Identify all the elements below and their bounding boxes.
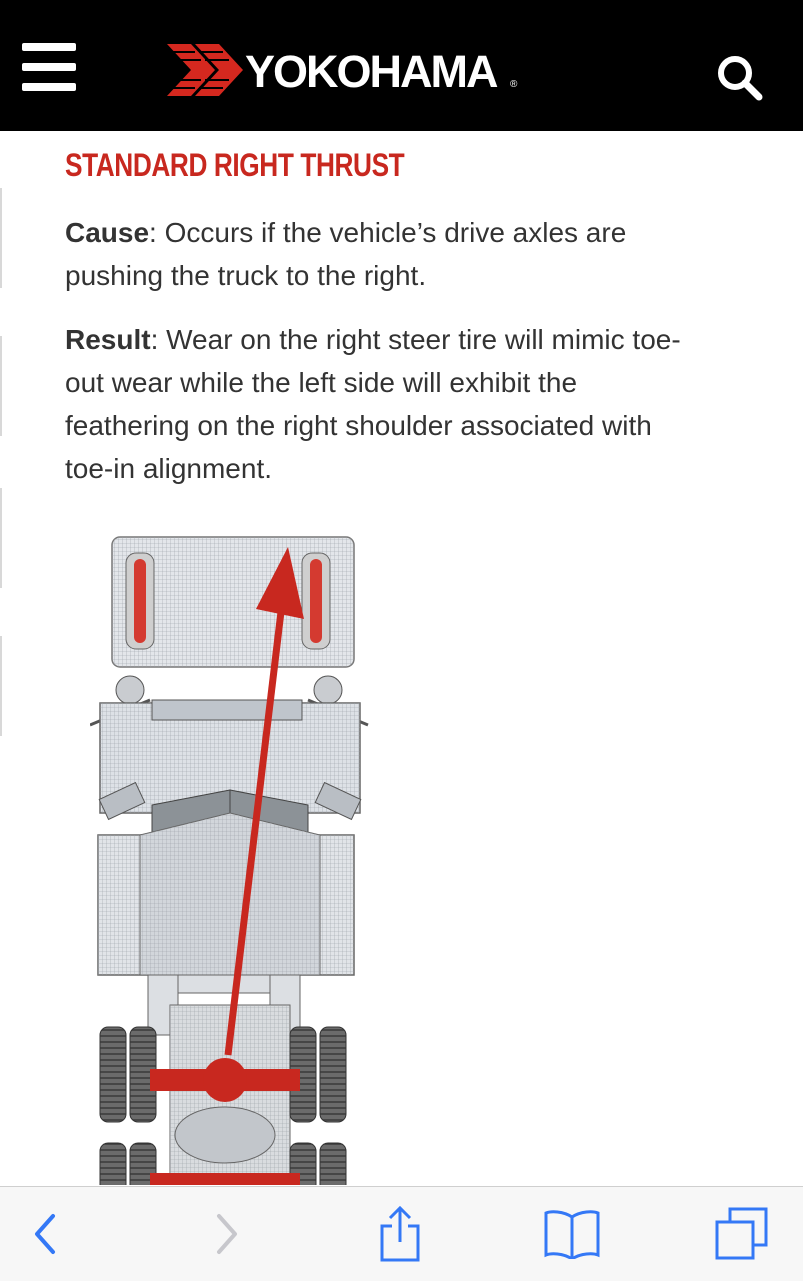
cause-label: Cause xyxy=(65,217,150,248)
forward-chevron-icon[interactable] xyxy=(186,1187,266,1281)
edge-divider xyxy=(0,336,2,436)
edge-divider xyxy=(0,188,2,288)
hamburger-menu-icon[interactable] xyxy=(22,43,76,91)
cause-text: : Occurs if the vehicle’s drive axles are pushing the truck to the right. xyxy=(65,217,627,291)
yokohama-logo[interactable] xyxy=(157,44,527,100)
bookmarks-book-icon[interactable] xyxy=(532,1187,612,1281)
edge-divider xyxy=(0,636,2,736)
result-paragraph xyxy=(65,318,685,490)
truck-thrust-diagram xyxy=(90,535,370,1185)
edge-divider xyxy=(0,488,2,588)
yokohama-chevron-icon xyxy=(157,44,247,100)
share-icon[interactable] xyxy=(360,1187,440,1281)
page-title: STANDARD RIGHT THRUST xyxy=(65,147,405,183)
site-header xyxy=(0,0,803,131)
browser-toolbar xyxy=(0,1186,803,1281)
tabs-icon[interactable] xyxy=(702,1187,782,1281)
cause-paragraph xyxy=(65,211,685,297)
result-text: : Wear on the right steer tire will mimic toe-out wear while the left side will exhibit the feathering on the right shoulder associated with toe-in alignment. xyxy=(65,324,681,484)
result-label: Result xyxy=(65,324,151,355)
back-chevron-icon[interactable] xyxy=(6,1187,86,1281)
search-icon[interactable] xyxy=(715,53,765,103)
brand-name: YOKOHAMA xyxy=(245,46,497,97)
registered-mark: ® xyxy=(510,79,518,90)
